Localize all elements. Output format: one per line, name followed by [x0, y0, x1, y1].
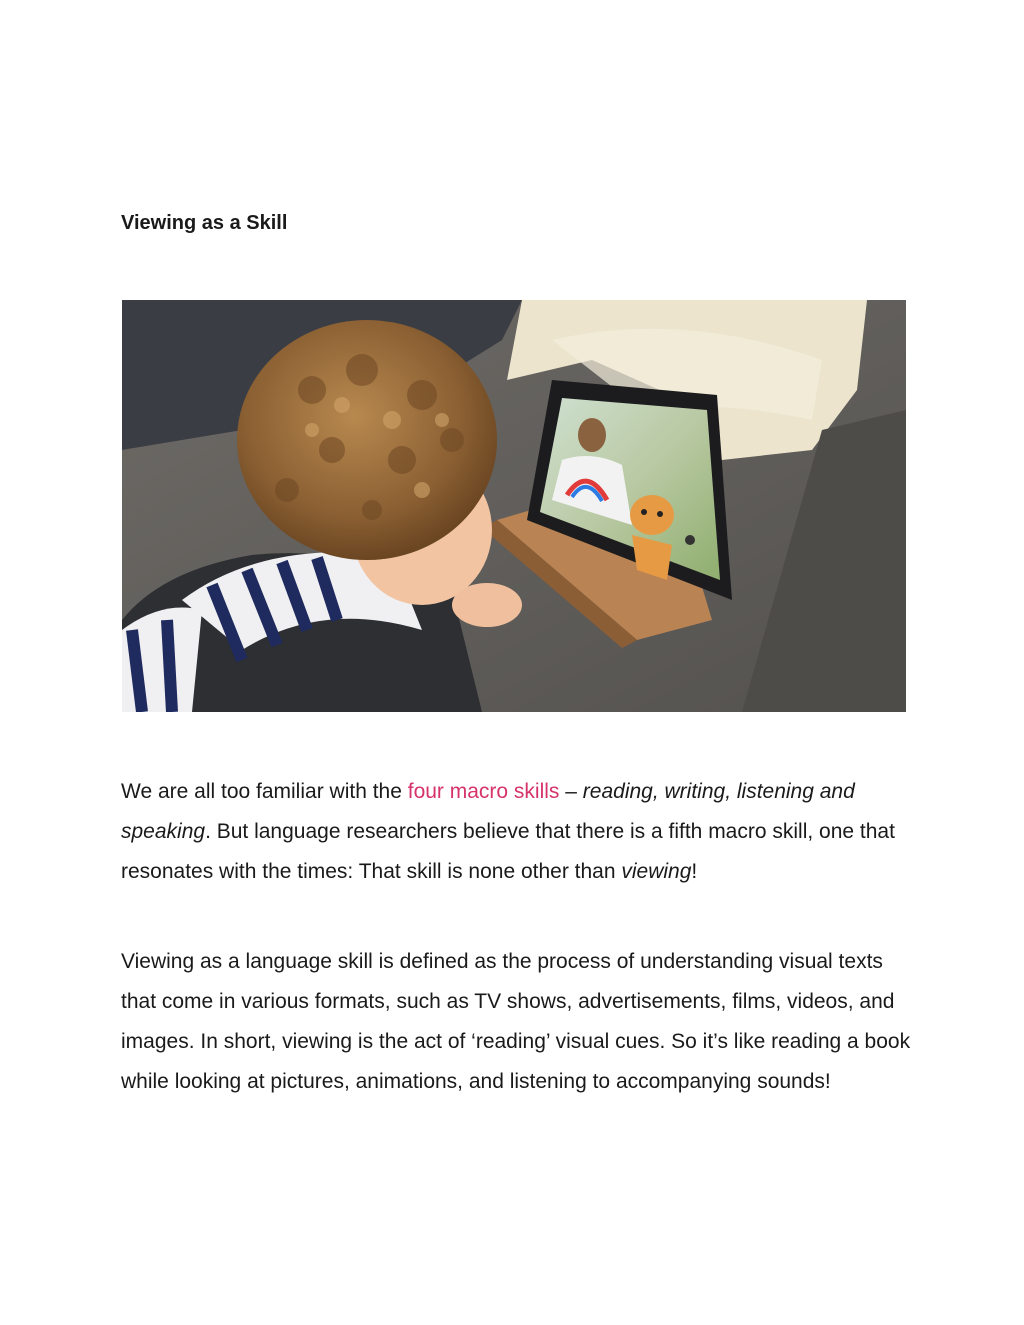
dash: –: [559, 780, 583, 803]
paragraph-end: !: [691, 860, 698, 883]
paragraph-viewing-definition: Viewing as a language skill is defined as the process of understanding visual texts that come in various formats, such as TV shows, advertisements, films, videos, and images. In short, viewing is the act of ‘reading’ visual cues. So it’s like reading a book while looking at pictures, animations, and listening to accompanying sounds!: [121, 950, 911, 1093]
paragraph-macro-skills: [121, 772, 921, 892]
page-title: Viewing as a Skill: [121, 212, 288, 234]
child-watching-tablet-photo: [122, 300, 906, 712]
paragraph-intro: We are all too familiar with the: [121, 780, 408, 803]
skills-list: reading, writing, listening and speaking: [121, 780, 855, 843]
paragraph-middle: . But language researchers believe that there is a fifth macro skill, one that resonates with the times: That skill is none other than: [121, 820, 895, 883]
four-macro-skills-link[interactable]: four macro skills: [407, 780, 560, 803]
viewing-word: viewing: [621, 860, 692, 883]
